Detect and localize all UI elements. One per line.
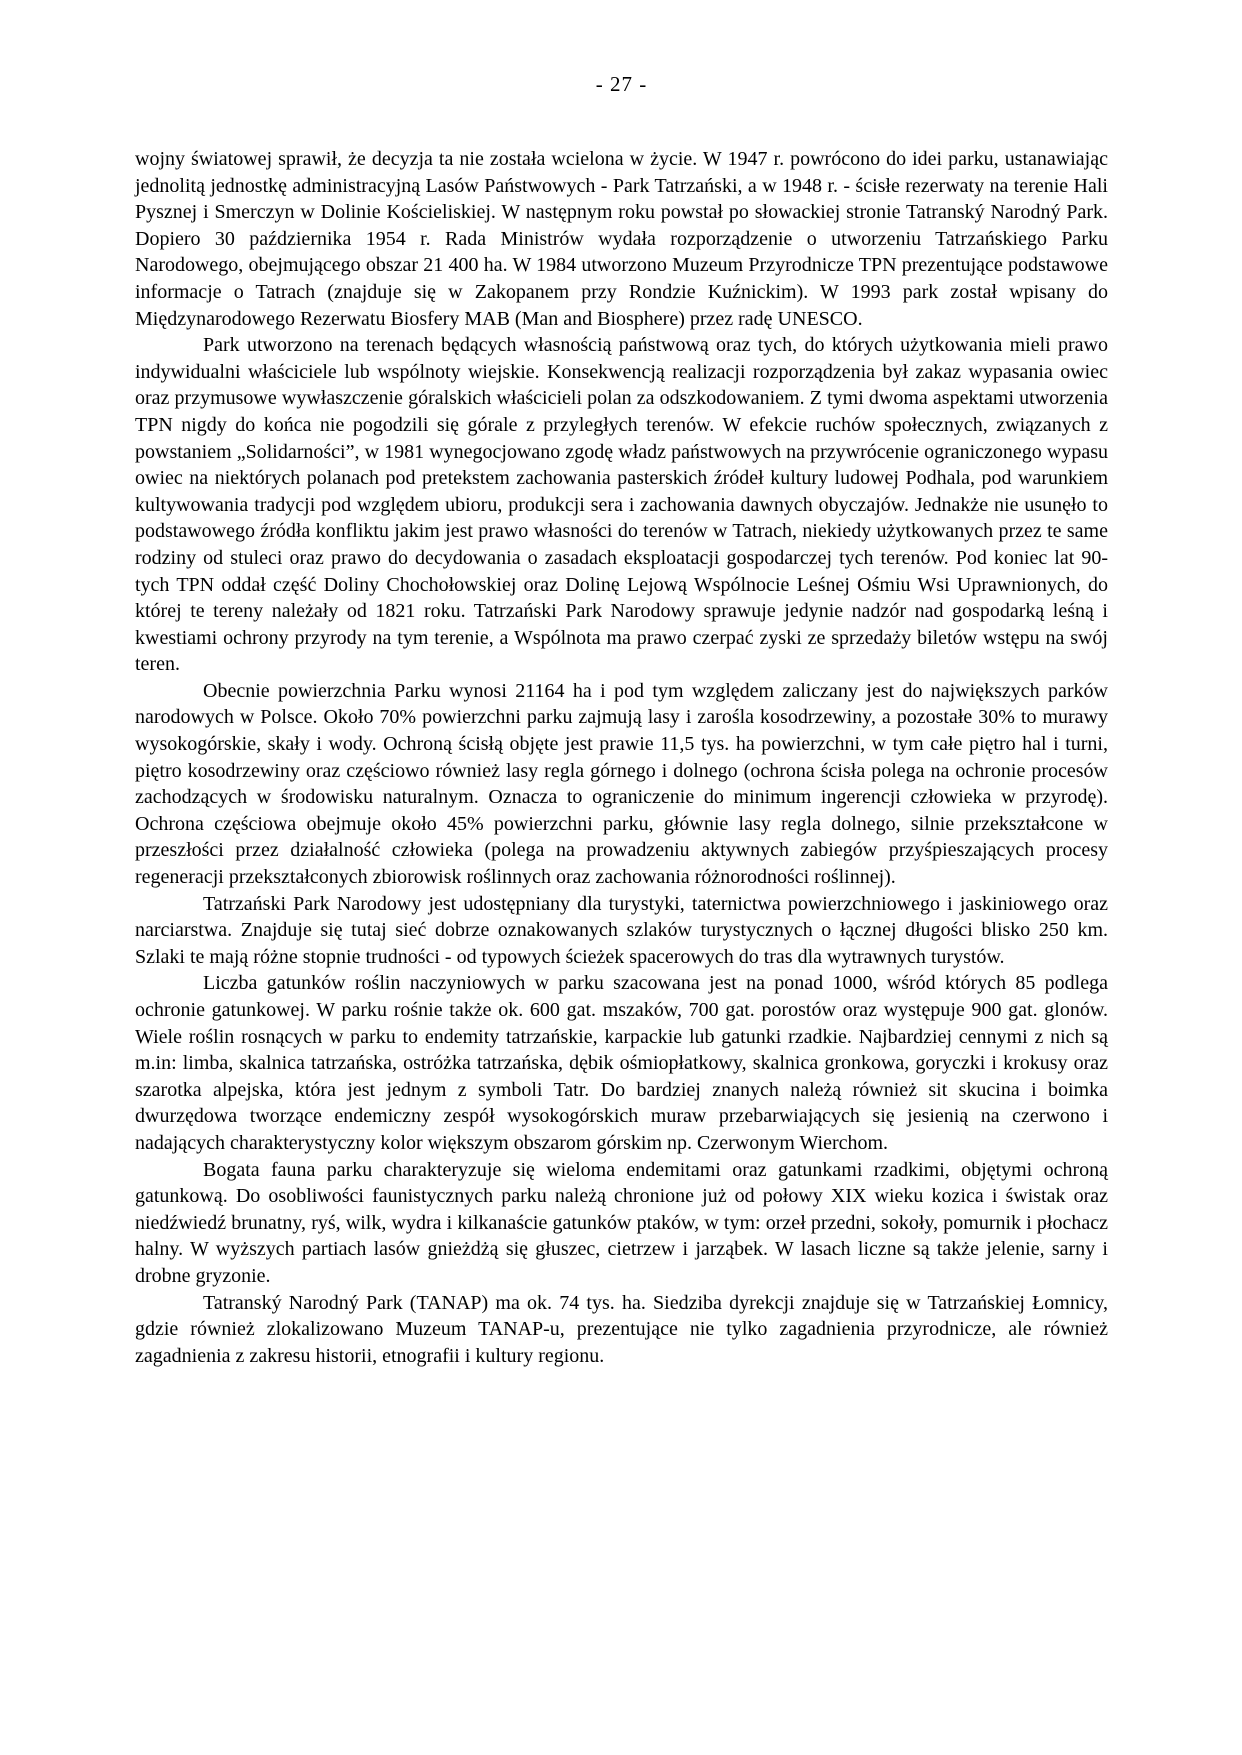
document-body — [135, 146, 1108, 1369]
paragraph: Liczba gatunków roślin naczyniowych w parku szacowana jest na ponad 1000, wśród których 85 podlega ochronie gatunkowej. W parku rośnie także ok. 600 gat. mszaków, 700 gat. porostów oraz występuje 900 gat. glonów. Wiele roślin rosnących w parku to endemity tatrzańskie, karpackie lub gatunki rzadkie. Najbardziej cennymi z nich są m.in: limba, skalnica tatrzańska, ostróżka tatrzańska, dębik ośmiopłatkowy, skalnica gronkowa, goryczki i krokusy oraz szarotka alpejska, która jest jednym z symboli Tatr. Do bardziej znanych należą również sit skucina i boimka dwurzędowa tworzące endemiczny zespół wysokogórskich muraw przebarwiających się jesienią na czerwono i nadających charakterystyczny kolor większym obszarom górskim np. Czerwonym Wierchom. — [135, 972, 1108, 1154]
paragraph: Obecnie powierzchnia Parku wynosi 21164 ha i pod tym względem zaliczany jest do największych parków narodowych w Polsce. Około 70% powierzchni parku zajmują lasy i zarośla kosodrzewiny, a pozostałe 30% to murawy wysokogórskie, skały i wody. Ochroną ścisłą objęte jest prawie 11,5 tys. ha powierzchni, w tym całe piętro hal i turni, piętro kosodrzewiny oraz częściowo również lasy regla górnego i dolnego (ochrona ścisła polega na ochronie procesów zachodzących w środowisku naturalnym. Oznacza to ograniczenie do minimum ingerencji człowieka w przyrodę). Ochrona częściowa obejmuje około 45% powierzchni parku, głównie lasy regla dolnego, silnie przekształcone w przeszłości przez działalność człowieka (polega na prowadzeniu aktywnych zabiegów przyśpieszających procesy regeneracji przekształconych zbiorowisk roślinnych oraz zachowania różnorodności roślinnej). — [135, 679, 1108, 889]
paragraph: Park utworzono na terenach będących własnością państwową oraz tych, do których użytkowania mieli prawo indywidualni właściciele lub wspólnoty wiejskie. Konsekwencją realizacji rozporządzenia był zakaz wypasania owiec oraz przymusowe wywłaszczenie góralskich właścicieli polan za odszkodowaniem. Z tymi dwoma aspektami utworzenia TPN nigdy do końca nie pogodzili się górale z przyległych terenów. W efekcie ruchów społecznych, związanych z powstaniem „Solidarności”, w 1981 wynegocjowano zgodę władz państwowych na przywrócenie ograniczonego wypasu owiec na niektórych polanach pod pretekstem zachowania pasterskich źródeł kultury ludowej Podhala, pod warunkiem kultywowania tradycji pod względem ubioru, produkcji sera i zachowania dawnych obyczajów. Jednakże nie usunęło to podstawowego źródła konfliktu jakim jest prawo własności do terenów w Tatrach, niekiedy użytkowanych przez te same rodziny od stuleci oraz prawo do decydowania o zasadach eksploatacji gospodarczej tych terenów. Pod koniec lat 90-tych TPN oddał część Doliny Chochołowskiej oraz Dolinę Lejową Wspólnocie Leśnej Ośmiu Wsi Uprawnionych, do której te tereny należały od 1821 roku. Tatrzański Park Narodowy sprawuje jedynie nadzór nad gospodarką leśną i kwestiami ochrony przyrody na tym terenie, a Wspólnota ma prawo czerpać zyski ze sprzedaży biletów wstępu na swój teren. — [135, 334, 1108, 676]
paragraph: Tatrzański Park Narodowy jest udostępniany dla turystyki, taternictwa powierzchniowego i jaskiniowego oraz narciarstwa. Znajduje się tutaj sieć dobrze oznakowanych szlaków turystycznych o łącznej długości blisko 250 km. Szlaki te mają różne stopnie trudności - od typowych ścieżek spacerowych do tras dla wytrawnych turystów. — [135, 892, 1108, 968]
page-number: - 27 - — [595, 72, 648, 96]
paragraph: Bogata fauna parku charakteryzuje się wieloma endemitami oraz gatunkami rzadkimi, objętymi ochroną gatunkową. Do osobliwości faunistycznych parku należą chronione już od połowy XIX wieku kozica i świstak oraz niedźwiedź brunatny, ryś, wilk, wydra i kilkanaście gatunków ptaków, w tym: orzeł przedni, sokoły, pomurnik i płochacz halny. W wyższych partiach lasów gnieżdżą się głuszec, cietrzew i jarząbek. W lasach liczne są także jelenie, sarny i drobne gryzonie. — [135, 1158, 1108, 1287]
paragraph: Tatranský Narodný Park (TANAP) ma ok. 74 tys. ha. Siedziba dyrekcji znajduje się w Tatrzańskiej Łomnicy, gdzie również zlokalizowano Muzeum TANAP-u, prezentujące nie tylko zagadnienia przyrodnicze, ale również zagadnienia z zakresu historii, etnografii i kultury regionu. — [135, 1291, 1108, 1367]
paragraph-continuation: wojny światowej sprawił, że decyzja ta nie została wcielona w życie. W 1947 r. powrócono do idei parku, ustanawiając jednolitą jednostkę administracyjną Lasów Państwowych - Park Tatrzański, a w 1948 r. - ścisłe rezerwaty na terenie Hali Pysznej i Smerczyn w Dolinie Kościeliskiej. W następnym roku powstał po słowackiej stronie Tatranský Narodný Park. Dopiero 30 października 1954 r. Rada Ministrów wydała rozporządzenie o utworzeniu Tatrzańskiego Parku Narodowego, obejmującego obszar 21 400 ha. W 1984 utworzono Muzeum Przyrodnicze TPN prezentujące podstawowe informacje o Tatrach (znajduje się w Zakopanem przy Rondzie Kuźnickim). W 1993 park został wpisany do Międzynarodowego Rezerwatu Biosfery MAB (Man and Biosphere) przez radę UNESCO. — [135, 148, 1108, 330]
